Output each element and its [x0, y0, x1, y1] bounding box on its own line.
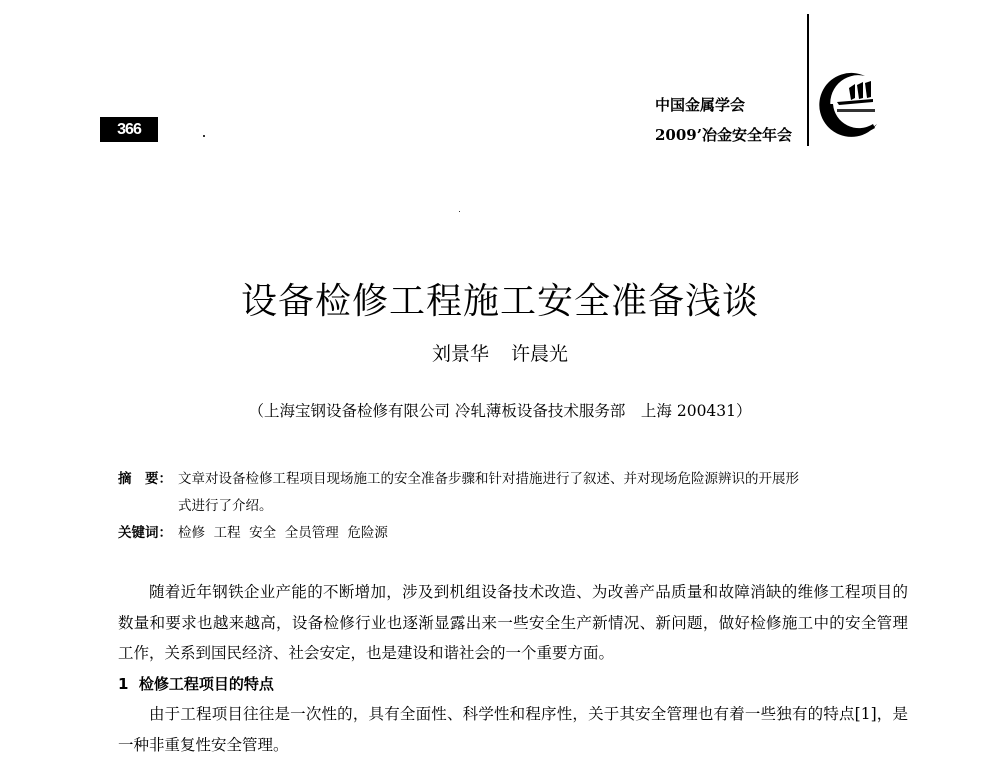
intro-paragraph: 随着近年钢铁企业产能的不断增加，涉及到机组设备技术改造、为改善产品质量和故障消缺的维修工程项目的数量和要求也越来越高，设备检修行业也逐渐显露出来一些安全生产新情况、新问题，做好检修施工中的安全管理工作，关系到国民经济、社会安定，也是建设和谐社会的一个重要方面。 — [118, 583, 908, 662]
article-title: 设备检修工程施工安全准备浅谈 — [240, 281, 759, 322]
society-crescent-logo-icon — [815, 68, 887, 140]
scan-speck — [459, 211, 460, 212]
abstract-label: 摘 要： — [118, 471, 172, 487]
abstract-text: 文章对设备检修工程项目现场施工的安全准备步骤和针对措施进行了叙述、并对现场危险源辨识的开展形 — [178, 471, 799, 487]
abstract-section — [118, 466, 918, 547]
keywords-label: 关键词： — [118, 525, 172, 541]
author-name: 刘景华 — [431, 343, 489, 365]
author-list — [0, 340, 1000, 368]
page-number-badge: 366 — [100, 117, 158, 142]
scan-speck — [203, 135, 205, 137]
header-divider — [807, 14, 809, 146]
keywords-text: 检修 工程 安全 全员管理 危险源 — [178, 525, 388, 541]
section-paragraph: 由于工程项目往往是一次性的，具有全面性、科学性和程序性，关于其安全管理也有着一些独有的特点[1]，是一种非重复性安全管理。 — [118, 705, 908, 754]
organization-name: 中国金属学会 — [655, 96, 746, 114]
abstract-text-continued: 式进行了介绍。 — [178, 498, 273, 514]
author-name: 许晨光 — [511, 343, 569, 365]
article-body — [118, 577, 908, 760]
conference-header — [640, 90, 803, 150]
section-heading: 1 检修工程项目的特点 — [118, 674, 274, 693]
conference-name: 2009’冶金安全年会 — [655, 126, 792, 144]
author-affiliation: （上海宝钢设备检修有限公司 冷轧薄板设备技术服务部 上海 200431） — [248, 402, 752, 420]
